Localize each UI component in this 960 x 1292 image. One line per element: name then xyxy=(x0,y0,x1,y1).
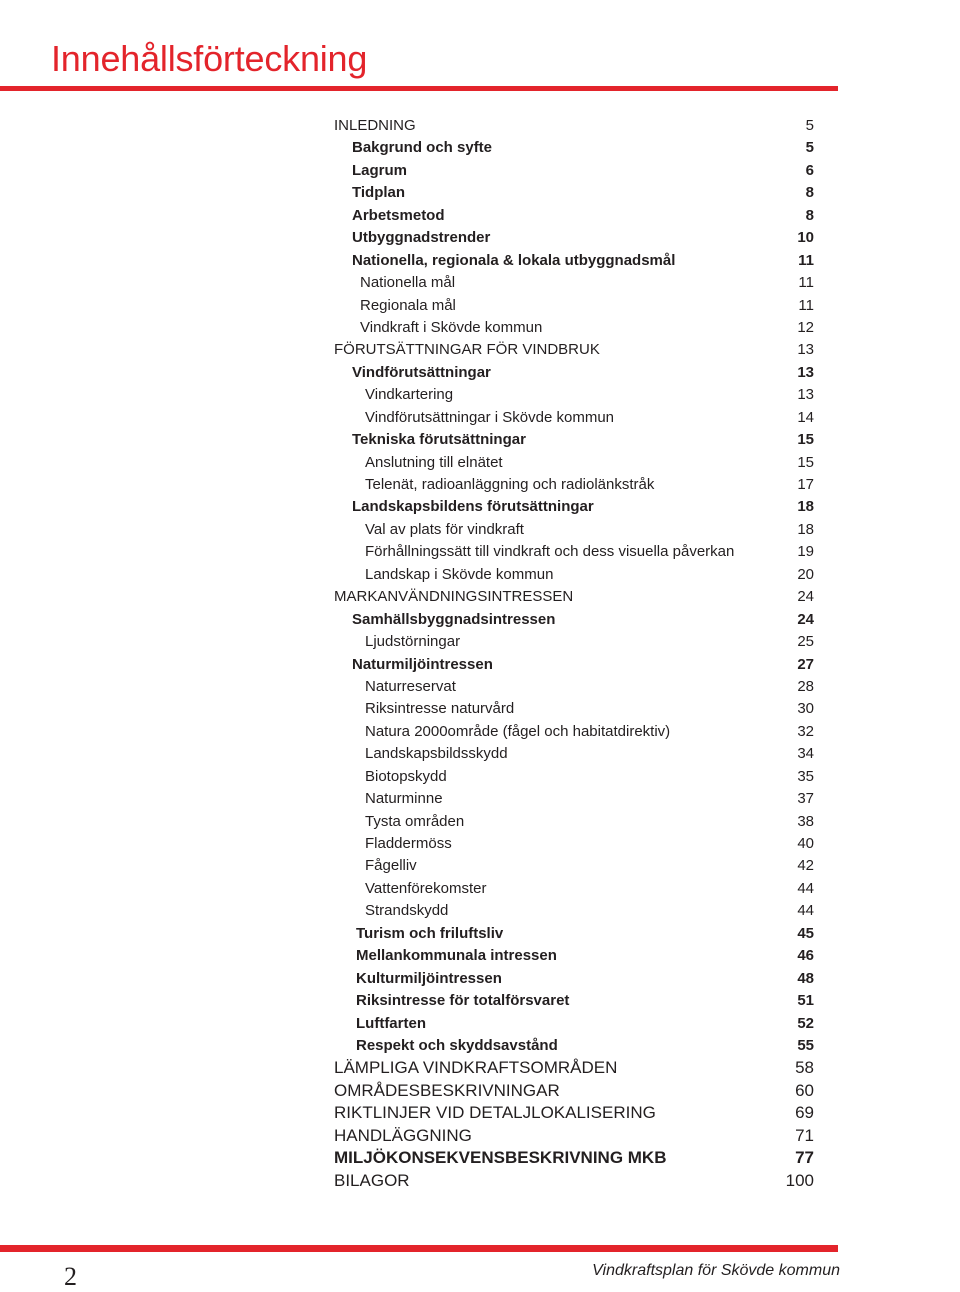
toc-entry-page: 100 xyxy=(785,1170,814,1190)
toc-entry-title: Vindförutsättningar i Skövde kommun xyxy=(365,408,615,426)
toc-entry-title: Bakgrund och syfte xyxy=(352,139,493,157)
toc-entry-page: 8 xyxy=(805,184,814,202)
toc-entry-title: FÖRUTSÄTTNINGAR FÖR VINDBRUK xyxy=(334,341,600,359)
toc-entry[interactable] xyxy=(334,676,814,698)
toc-entry[interactable] xyxy=(334,182,814,204)
toc-entry[interactable] xyxy=(334,945,814,967)
toc-entry-title: Vattenförekomster xyxy=(365,879,487,897)
toc-entry-page: 20 xyxy=(797,565,814,583)
toc-entry[interactable] xyxy=(334,788,814,810)
toc-entry-title: Respekt och skyddsavstånd xyxy=(356,1036,558,1054)
toc-entry-page: 24 xyxy=(797,610,814,628)
toc-entry-page: 34 xyxy=(797,745,814,763)
toc-entry-title: Vindkraft i Skövde kommun xyxy=(360,318,543,336)
toc-entry[interactable] xyxy=(334,654,814,676)
toc-entry-page: 11 xyxy=(798,251,814,269)
toc-entry-title: Anslutning till elnätet xyxy=(365,453,503,471)
toc-entry[interactable] xyxy=(334,137,814,159)
toc-entry[interactable] xyxy=(334,496,814,518)
toc-entry-title: Lagrum xyxy=(352,161,408,179)
toc-entry-page: 46 xyxy=(797,947,814,965)
toc-entry-title: Tidplan xyxy=(352,184,406,202)
page-title: Innehållsförteckning xyxy=(51,38,368,79)
toc-entry[interactable] xyxy=(334,564,814,586)
toc-entry-page: 13 xyxy=(797,386,814,404)
toc-entry[interactable] xyxy=(334,1035,814,1057)
toc-entry-title: Telenät, radioanläggning och radiolänkstråk xyxy=(365,476,655,493)
toc-entry[interactable] xyxy=(334,519,814,541)
toc-entry-title: Vindkartering xyxy=(365,386,454,404)
toc-entry-page: 5 xyxy=(805,139,814,157)
toc-entry-page: 12 xyxy=(797,318,814,336)
toc-entry[interactable] xyxy=(334,833,814,855)
toc-entry[interactable] xyxy=(334,272,814,294)
toc-entry-title: Naturmiljöintressen xyxy=(352,655,493,673)
toc-entry-title: HANDLÄGGNING xyxy=(334,1125,472,1145)
toc-entry[interactable] xyxy=(334,1125,814,1147)
toc-entry[interactable] xyxy=(334,1170,814,1192)
toc-entry[interactable] xyxy=(334,586,814,608)
toc-entry-title: Natura 2000område (fågel och habitatdirektiv) xyxy=(365,722,671,740)
toc-entry-page: 8 xyxy=(805,206,814,224)
toc-entry[interactable] xyxy=(334,923,814,945)
toc-entry-title: INLEDNING xyxy=(334,117,416,134)
toc-entry-title: Nationella mål xyxy=(360,274,456,292)
toc-entry-page: 38 xyxy=(797,812,814,830)
toc-entry-page: 10 xyxy=(797,229,814,247)
toc-entry-title: Kulturmiljöintressen xyxy=(356,969,502,987)
toc-entry-title: MARKANVÄNDNINGSINTRESSEN xyxy=(334,588,574,606)
toc-entry[interactable] xyxy=(334,541,814,563)
toc-entry[interactable] xyxy=(334,384,814,406)
toc-entry-title: BILAGOR xyxy=(334,1170,410,1190)
toc-entry-page: 51 xyxy=(797,992,814,1010)
toc-entry-page: 52 xyxy=(797,1014,814,1032)
toc-entry-page: 71 xyxy=(795,1125,814,1145)
toc-entry-title: Förhållningssätt till vindkraft och dess visuella påverkan xyxy=(365,543,735,561)
toc-entry-title: Landskapsbildsskydd xyxy=(365,745,508,763)
toc-entry-page: 60 xyxy=(795,1080,814,1100)
toc-entry[interactable] xyxy=(334,407,814,429)
toc-entry-title: Samhällsbyggnadsintressen xyxy=(352,610,556,628)
footer-divider xyxy=(0,1245,838,1252)
toc-entry-title: Naturminne xyxy=(365,790,443,808)
toc-entry-page: 27 xyxy=(797,655,814,673)
toc-entry-page: 44 xyxy=(797,879,814,897)
toc-entry-page: 55 xyxy=(797,1036,814,1054)
toc-entry-title: Utbyggnadstrender xyxy=(352,229,491,247)
toc-entry[interactable] xyxy=(334,115,814,137)
toc-entry-title: Riksintresse naturvård xyxy=(365,700,515,718)
toc-entry-title: Mellankommunala intressen xyxy=(356,947,557,965)
toc-entry[interactable] xyxy=(334,452,814,474)
toc-entry-title: Turism och friluftsliv xyxy=(356,924,504,942)
toc-entry[interactable] xyxy=(334,811,814,833)
toc-entry-page: 48 xyxy=(797,969,814,987)
toc-entry-page: 58 xyxy=(795,1058,814,1078)
toc-entry[interactable] xyxy=(334,295,814,317)
toc-entry[interactable] xyxy=(334,968,814,990)
toc-entry[interactable] xyxy=(334,990,814,1012)
toc-entry-title: Biotopskydd xyxy=(365,767,447,785)
toc-entry-page: 18 xyxy=(797,520,814,538)
toc-entry[interactable] xyxy=(334,766,814,788)
toc-entry-title: MILJÖKONSEKVENSBESKRIVNING MKB xyxy=(334,1148,667,1168)
toc-entry-title: Nationella, regionala & lokala utbyggnadsmål xyxy=(352,251,676,269)
toc-entry[interactable] xyxy=(334,339,814,361)
toc-entry[interactable] xyxy=(334,631,814,653)
toc-entry-page: 45 xyxy=(797,924,814,942)
toc-entry-page: 32 xyxy=(797,722,814,740)
toc-entry-page: 11 xyxy=(798,274,814,292)
toc-entry-page: 42 xyxy=(797,857,814,875)
toc-entry[interactable] xyxy=(334,609,814,631)
toc-entry-title: Arbetsmetod xyxy=(352,206,445,224)
toc-entry[interactable] xyxy=(334,160,814,182)
toc-entry[interactable] xyxy=(334,855,814,877)
toc-entry-title: Naturreservat xyxy=(365,677,456,695)
footer-document-title: Vindkraftsplan för Skövde kommun xyxy=(592,1262,840,1279)
toc-entry-title: Landskapsbildens förutsättningar xyxy=(352,498,594,516)
toc-entry-title: Fågelliv xyxy=(365,857,417,875)
toc-entry[interactable] xyxy=(334,250,814,272)
toc-entry-title: Tekniska förutsättningar xyxy=(352,431,526,449)
toc-entry-page: 5 xyxy=(805,117,814,134)
toc-entry[interactable] xyxy=(334,362,814,384)
toc-entry-page: 6 xyxy=(805,161,814,179)
toc-entry[interactable] xyxy=(334,900,814,922)
toc-entry[interactable] xyxy=(334,1080,814,1102)
toc-entry-page: 18 xyxy=(797,498,814,516)
toc-entry-page: 40 xyxy=(797,835,814,852)
toc-entry[interactable] xyxy=(334,878,814,900)
toc-entry-title: Fladdermöss xyxy=(365,835,452,852)
toc-entry-page: 13 xyxy=(797,363,814,381)
toc-entry-page: 15 xyxy=(797,431,814,449)
toc-entry[interactable] xyxy=(334,317,814,339)
toc-entry-title: Landskap i Skövde kommun xyxy=(365,565,554,583)
toc-entry[interactable] xyxy=(334,429,814,451)
toc-entry[interactable] xyxy=(334,743,814,765)
toc-entry[interactable] xyxy=(334,1057,814,1079)
toc-entry-title: Vindförutsättningar xyxy=(352,363,491,381)
toc-entry-page: 17 xyxy=(797,476,814,493)
toc-entry-page: 30 xyxy=(797,700,814,718)
toc-entry-page: 69 xyxy=(795,1103,814,1123)
toc-entry-page: 37 xyxy=(797,790,814,808)
toc-entry[interactable] xyxy=(334,698,814,720)
toc-entry-page: 11 xyxy=(798,296,814,314)
toc-entry-title: RIKTLINJER VID DETALJLOKALISERING xyxy=(334,1103,656,1123)
toc-entry[interactable] xyxy=(334,205,814,227)
toc-entry-page: 15 xyxy=(797,453,814,471)
toc-entry-page: 14 xyxy=(797,408,814,426)
toc-entry-title: Regionala mål xyxy=(360,296,456,314)
page-number: 2 xyxy=(64,1262,77,1291)
toc-entry-page: 25 xyxy=(797,633,814,651)
toc-entry[interactable] xyxy=(334,1013,814,1035)
toc-entry[interactable] xyxy=(334,721,814,743)
toc-entry-page: 28 xyxy=(797,677,814,695)
toc-entry-title: Strandskydd xyxy=(365,902,449,920)
toc-entry-title: LÄMPLIGA VINDKRAFTSOMRÅDEN xyxy=(334,1058,618,1078)
header-divider xyxy=(0,86,838,91)
toc-entry-page: 35 xyxy=(797,767,814,785)
toc-entry[interactable] xyxy=(334,1102,814,1124)
toc-entry[interactable] xyxy=(334,227,814,249)
toc-entry[interactable] xyxy=(334,1147,814,1169)
toc-entry-title: Riksintresse för totalförsvaret xyxy=(356,992,570,1010)
toc-entry-title: Tysta områden xyxy=(365,812,465,830)
toc-entry[interactable] xyxy=(334,474,814,496)
toc-entry-page: 77 xyxy=(795,1148,814,1168)
toc-entry-page: 24 xyxy=(797,588,814,606)
toc-entry-page: 19 xyxy=(797,543,814,561)
table-of-contents xyxy=(334,115,814,1192)
toc-entry-title: Val av plats för vindkraft xyxy=(365,520,524,538)
toc-entry-title: Luftfarten xyxy=(356,1014,426,1032)
toc-entry-page: 13 xyxy=(797,341,814,359)
toc-entry-page: 44 xyxy=(797,902,814,920)
toc-entry-title: Ljudstörningar xyxy=(365,633,461,651)
toc-entry-title: OMRÅDESBESKRIVNINGAR xyxy=(334,1080,560,1100)
